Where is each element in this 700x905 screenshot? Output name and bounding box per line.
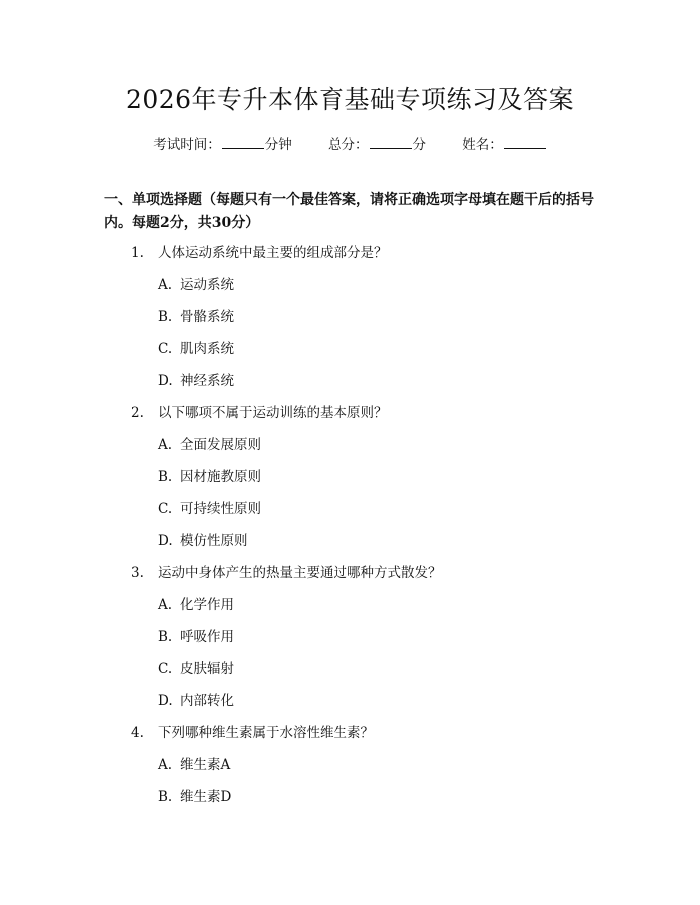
option-letter: C. bbox=[158, 661, 173, 677]
option bbox=[0, 305, 700, 337]
option-letter: D. bbox=[158, 373, 173, 389]
option-text: 维生素A bbox=[180, 757, 231, 773]
option bbox=[0, 369, 700, 401]
option-text: 皮肤辐射 bbox=[180, 661, 234, 677]
option-letter: A. bbox=[158, 437, 173, 453]
question-text: 运动中身体产生的热量主要通过哪种方式散发？ bbox=[158, 565, 442, 581]
option-text: 维生素D bbox=[180, 789, 232, 805]
exam-meta bbox=[0, 133, 700, 153]
option bbox=[0, 625, 700, 657]
section-heading: 一、单项选择题（每题只有一个最佳答案，请将正确选项字母填在题干后的括号内。每题2分，共30分） bbox=[104, 192, 594, 231]
option-letter: D. bbox=[158, 533, 173, 549]
option-text: 内部转化 bbox=[180, 693, 234, 709]
question bbox=[0, 241, 700, 273]
option-letter: C. bbox=[158, 341, 173, 357]
option bbox=[0, 273, 700, 305]
question-number: 4. bbox=[131, 725, 144, 741]
question bbox=[0, 721, 700, 753]
option-text: 呼吸作用 bbox=[180, 629, 234, 645]
question-list bbox=[0, 241, 700, 817]
option-text: 模仿性原则 bbox=[180, 533, 248, 549]
option bbox=[0, 529, 700, 561]
option bbox=[0, 465, 700, 497]
score-blank[interactable] bbox=[370, 135, 412, 149]
option bbox=[0, 785, 700, 817]
option-letter: B. bbox=[158, 629, 173, 645]
option bbox=[0, 433, 700, 465]
question-text: 人体运动系统中最主要的组成部分是？ bbox=[158, 245, 388, 261]
exam-time-unit: 分钟 bbox=[264, 137, 292, 153]
option-letter: A. bbox=[158, 277, 173, 293]
score-unit: 分 bbox=[412, 137, 426, 153]
score-field bbox=[328, 133, 426, 153]
exam-time-blank[interactable] bbox=[222, 135, 264, 149]
name-label: 姓名： bbox=[462, 137, 503, 153]
option-letter: B. bbox=[158, 789, 173, 805]
option-text: 全面发展原则 bbox=[180, 437, 261, 453]
option bbox=[0, 657, 700, 689]
option-text: 运动系统 bbox=[180, 277, 234, 293]
option-letter: A. bbox=[158, 757, 173, 773]
option bbox=[0, 497, 700, 529]
option-text: 神经系统 bbox=[180, 373, 234, 389]
option-text: 因材施教原则 bbox=[180, 469, 261, 485]
option-letter: D. bbox=[158, 693, 173, 709]
option bbox=[0, 753, 700, 785]
question bbox=[0, 561, 700, 593]
option-letter: C. bbox=[158, 501, 173, 517]
option-text: 化学作用 bbox=[180, 597, 234, 613]
question bbox=[0, 401, 700, 433]
page-title: 2026年专升本体育基础专项练习及答案 bbox=[125, 85, 575, 114]
question-number: 1. bbox=[131, 245, 144, 261]
question-text: 以下哪项不属于运动训练的基本原则？ bbox=[158, 405, 388, 421]
option bbox=[0, 593, 700, 625]
option bbox=[0, 337, 700, 369]
option-text: 肌肉系统 bbox=[180, 341, 234, 357]
option-letter: B. bbox=[158, 309, 173, 325]
option-text: 可持续性原则 bbox=[180, 501, 261, 517]
name-field bbox=[462, 133, 547, 153]
option-text: 骨骼系统 bbox=[180, 309, 234, 325]
exam-time-field bbox=[153, 133, 292, 153]
question-number: 2. bbox=[131, 405, 144, 421]
question-number: 3. bbox=[131, 565, 144, 581]
question-text: 下列哪种维生素属于水溶性维生素？ bbox=[158, 725, 374, 741]
option bbox=[0, 689, 700, 721]
exam-time-label: 考试时间： bbox=[153, 137, 221, 153]
option-letter: A. bbox=[158, 597, 173, 613]
score-label: 总分： bbox=[328, 137, 369, 153]
name-blank[interactable] bbox=[504, 135, 546, 149]
option-letter: B. bbox=[158, 469, 173, 485]
